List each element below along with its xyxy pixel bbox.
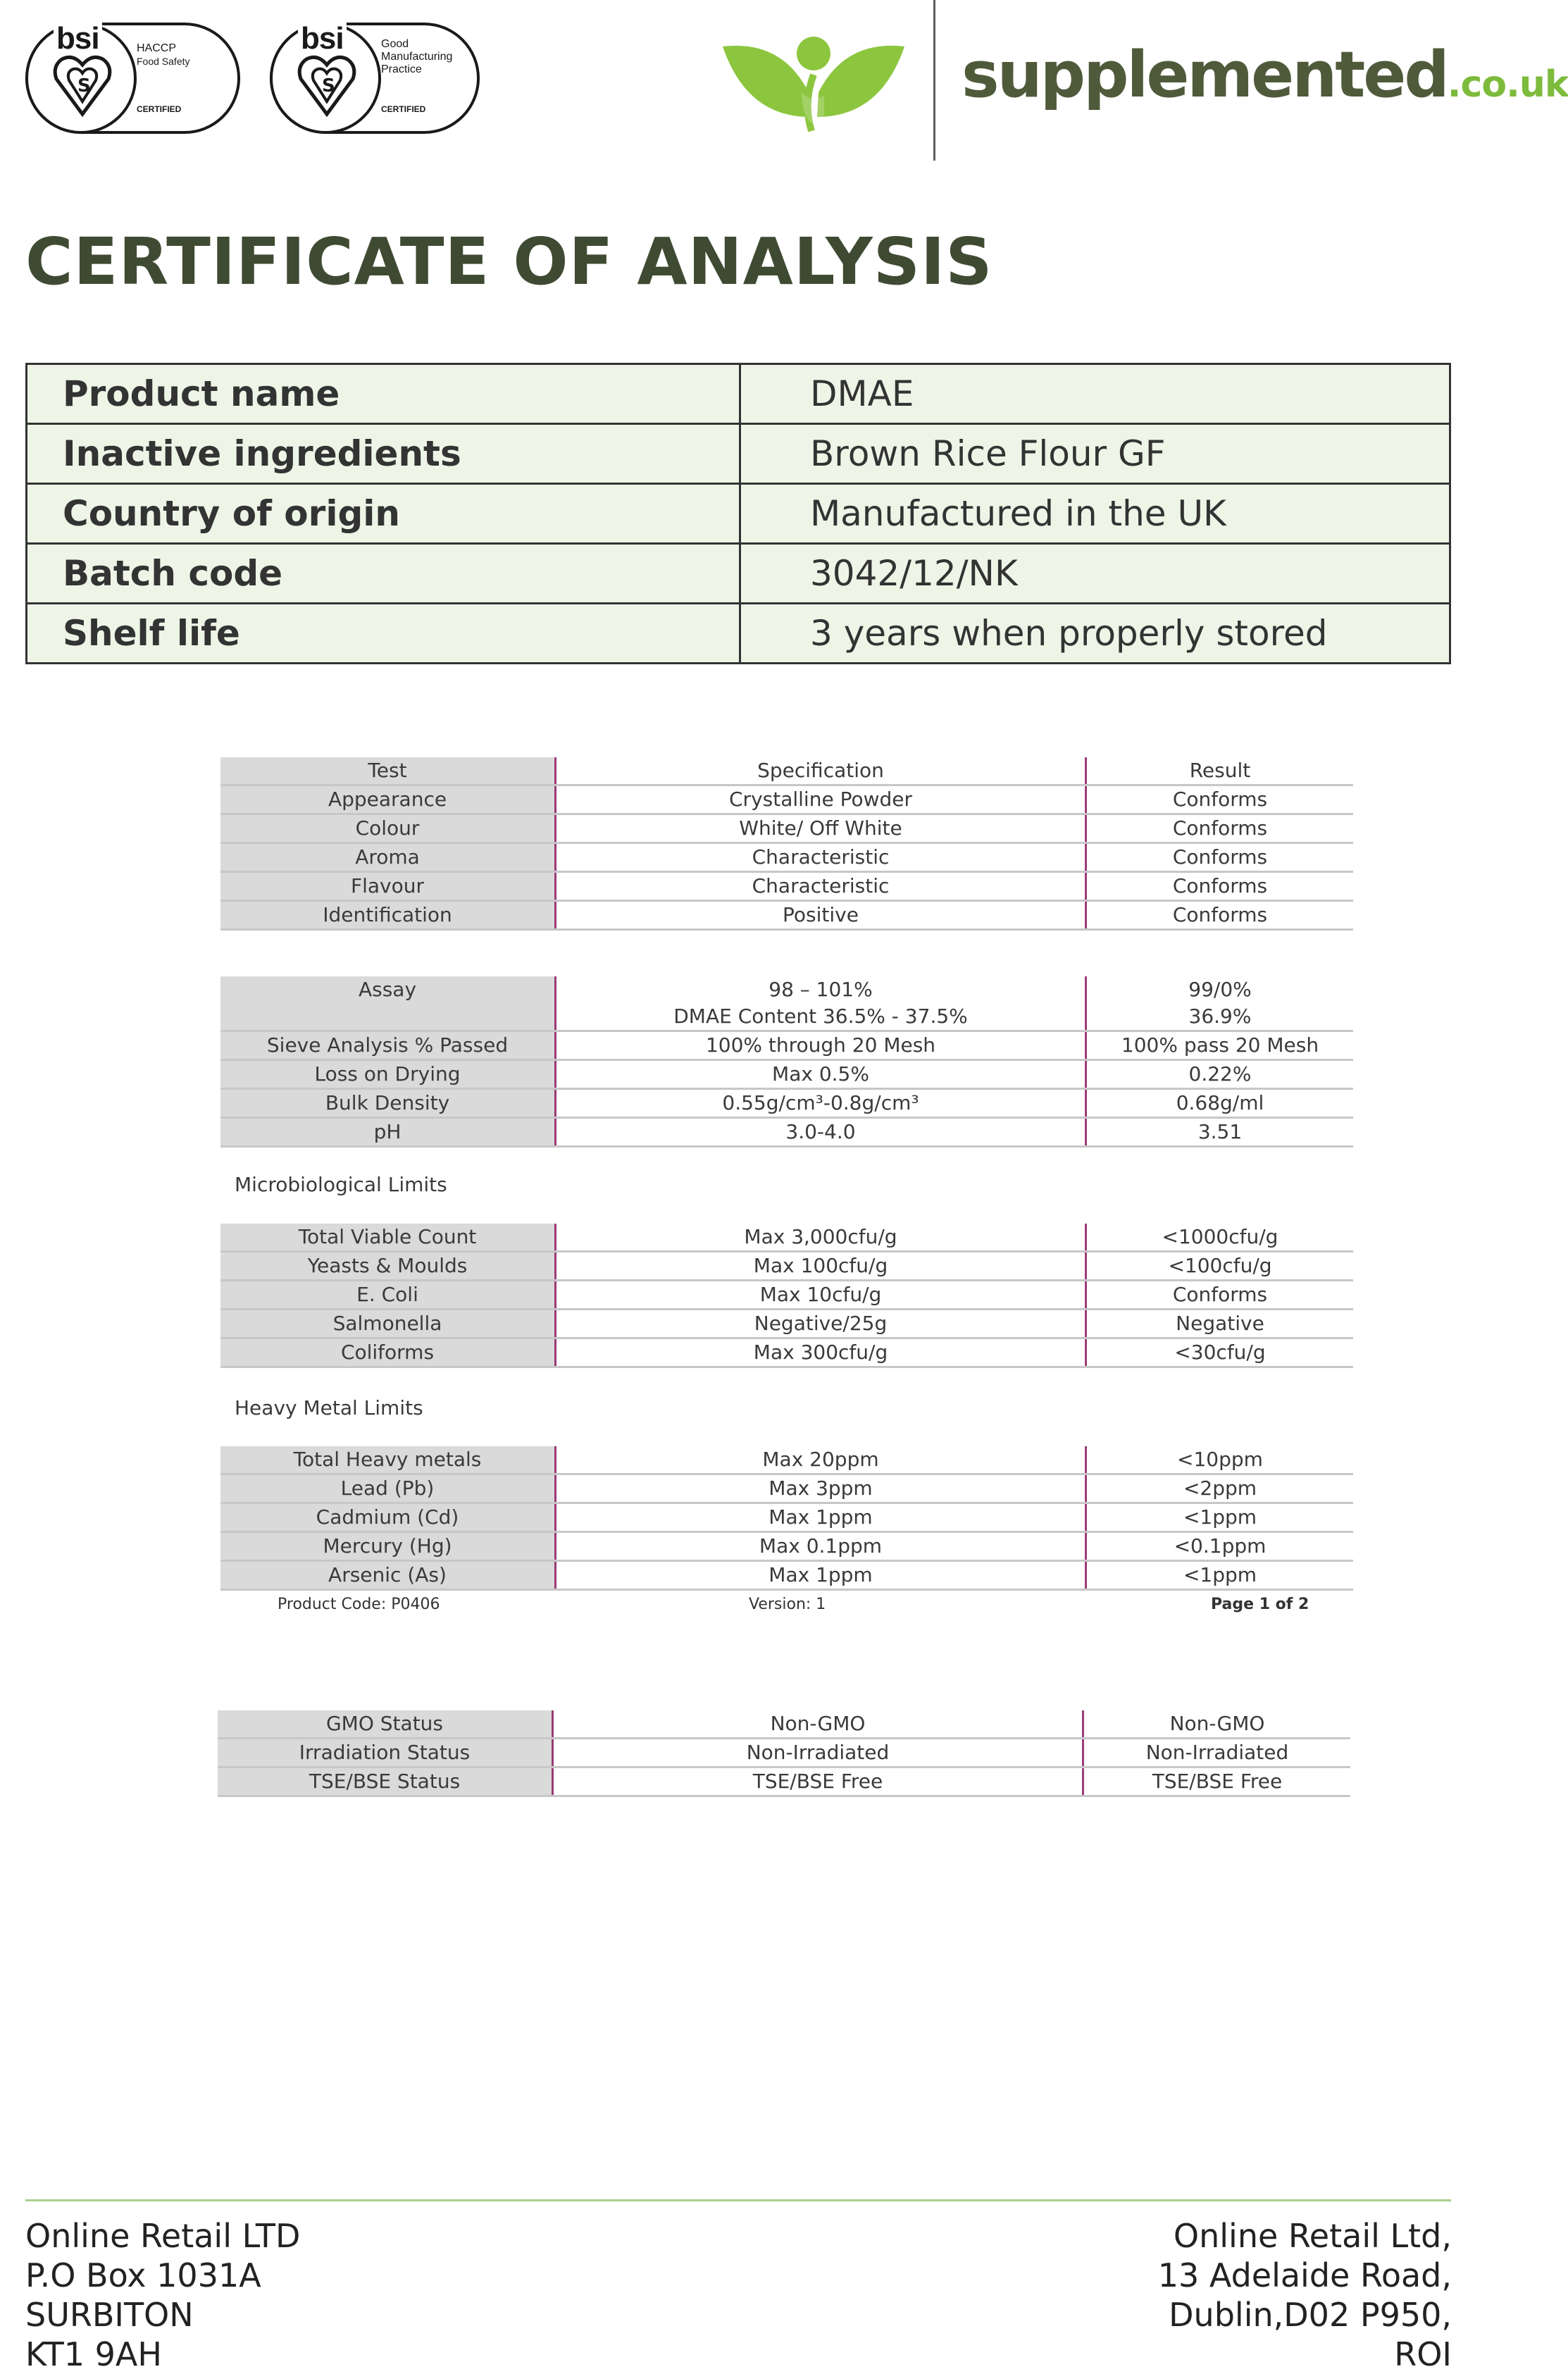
badge-text: Good Manufacturing Practice bbox=[381, 38, 453, 75]
ie-address: Online Retail Ltd, 13 Adelaide Road, Dublin,D02 P950, ROI bbox=[1157, 2217, 1452, 2373]
table-cell: E. Coli bbox=[220, 1281, 556, 1310]
table-row bbox=[220, 1503, 1353, 1532]
table-row bbox=[220, 1446, 1353, 1474]
table-cell: Non-Irradiated bbox=[1083, 1739, 1351, 1767]
table-cell: TSE/BSE Status bbox=[218, 1767, 553, 1796]
table-cell: Max 3ppm bbox=[556, 1474, 1086, 1503]
kitemark-icon bbox=[52, 52, 113, 117]
table-cell: 99/0% 36.9% bbox=[1086, 976, 1354, 1031]
kitemark-icon bbox=[297, 52, 357, 117]
table-cell: 98 – 101% DMAE Content 36.5% - 37.5% bbox=[556, 976, 1086, 1031]
badge-status: CERTIFIED bbox=[381, 104, 426, 114]
table-cell: 0.22% bbox=[1086, 1060, 1354, 1089]
table-cell: Crystalline Powder bbox=[556, 785, 1086, 814]
table-cell: Irradiation Status bbox=[218, 1739, 553, 1767]
table-cell: Positive bbox=[556, 901, 1086, 930]
table-cell: Arsenic (As) bbox=[220, 1561, 556, 1590]
table-cell: TSE/BSE Free bbox=[553, 1767, 1083, 1796]
table-row bbox=[220, 976, 1353, 1031]
table-cell: Total Viable Count bbox=[220, 1224, 556, 1252]
brand-wordmark: supplemented.co.uk bbox=[962, 38, 1568, 112]
table-cell: 3.51 bbox=[1086, 1118, 1354, 1147]
table-cell: Max 0.1ppm bbox=[556, 1532, 1086, 1561]
haccp-badge bbox=[25, 23, 240, 134]
heavy-metal-table bbox=[220, 1446, 1353, 1591]
product-name-value: DMAE bbox=[740, 364, 1450, 424]
table-cell: <0.1ppm bbox=[1086, 1532, 1354, 1561]
table-cell: Bulk Density bbox=[220, 1089, 556, 1118]
gmp-badge bbox=[270, 23, 480, 134]
table-cell: Aroma bbox=[220, 843, 556, 872]
batch-code-value: 3042/12/NK bbox=[740, 544, 1450, 604]
footer-divider bbox=[25, 2199, 1451, 2201]
table-row bbox=[220, 1532, 1353, 1561]
table-cell: Salmonella bbox=[220, 1310, 556, 1338]
table-cell: <2ppm bbox=[1086, 1474, 1354, 1503]
table-cell: <1ppm bbox=[1086, 1561, 1354, 1590]
table-row bbox=[220, 901, 1353, 930]
inactive-ingredients-value: Brown Rice Flour GF bbox=[740, 424, 1450, 484]
table-row bbox=[27, 484, 1450, 544]
table-cell: Lead (Pb) bbox=[220, 1474, 556, 1503]
micro-table bbox=[220, 1224, 1353, 1368]
page-number: Page 1 of 2 bbox=[1211, 1596, 1309, 1613]
table-row bbox=[220, 1310, 1353, 1338]
product-code: Product Code: P0406 bbox=[278, 1596, 440, 1613]
table-cell: 100% pass 20 Mesh bbox=[1086, 1031, 1354, 1060]
svg-text:S: S bbox=[322, 75, 335, 97]
table-cell: 3.0-4.0 bbox=[556, 1118, 1086, 1147]
micro-section-label: Microbiological Limits bbox=[235, 1173, 447, 1196]
table-cell: TSE/BSE Free bbox=[1083, 1767, 1351, 1796]
table-cell: <30cfu/g bbox=[1086, 1338, 1354, 1367]
table-cell: Test bbox=[220, 757, 556, 785]
table-row bbox=[220, 872, 1353, 901]
table-row bbox=[220, 1561, 1353, 1590]
table-cell: Identification bbox=[220, 901, 556, 930]
uk-address: Online Retail LTD P.O Box 1031A SURBITON KT1 9AH bbox=[25, 2217, 301, 2373]
table-cell: Max 0.5% bbox=[556, 1060, 1086, 1089]
table-cell: Result bbox=[1086, 757, 1354, 785]
table-header-row bbox=[220, 757, 1353, 785]
table-row bbox=[220, 843, 1353, 872]
shelf-life-label: Shelf life bbox=[27, 604, 740, 664]
table-row bbox=[27, 364, 1450, 424]
table-cell: Assay bbox=[220, 976, 556, 1031]
table-row bbox=[220, 1031, 1353, 1060]
table-row bbox=[27, 424, 1450, 484]
table-cell: Max 3,000cfu/g bbox=[556, 1224, 1086, 1252]
table-cell: Loss on Drying bbox=[220, 1060, 556, 1089]
table-cell: Max 100cfu/g bbox=[556, 1252, 1086, 1281]
table-cell: <10ppm bbox=[1086, 1446, 1354, 1474]
table-cell: Conforms bbox=[1086, 1281, 1354, 1310]
table-cell: Cadmium (Cd) bbox=[220, 1503, 556, 1532]
table-cell: White/ Off White bbox=[556, 814, 1086, 843]
product-name-label: Product name bbox=[27, 364, 740, 424]
table-cell: Max 300cfu/g bbox=[556, 1338, 1086, 1367]
badge-text: HACCP Food Safety bbox=[137, 42, 190, 67]
table-cell: Max 1ppm bbox=[556, 1503, 1086, 1532]
table-cell: Max 1ppm bbox=[556, 1561, 1086, 1590]
product-info-table bbox=[25, 363, 1451, 664]
table-row bbox=[218, 1710, 1350, 1739]
table-cell: 100% through 20 Mesh bbox=[556, 1031, 1086, 1060]
table-row bbox=[220, 1060, 1353, 1089]
table-cell: GMO Status bbox=[218, 1710, 553, 1739]
inactive-ingredients-label: Inactive ingredients bbox=[27, 424, 740, 484]
table-cell: Negative/25g bbox=[556, 1310, 1086, 1338]
status-table bbox=[218, 1710, 1350, 1797]
table-cell: Conforms bbox=[1086, 872, 1354, 901]
bsi-logo-text: bsi bbox=[298, 21, 347, 56]
table-row bbox=[220, 785, 1353, 814]
shelf-life-value: 3 years when properly stored bbox=[740, 604, 1450, 664]
table-cell: Max 20ppm bbox=[556, 1446, 1086, 1474]
table-cell: <100cfu/g bbox=[1086, 1252, 1354, 1281]
table-cell: <1ppm bbox=[1086, 1503, 1354, 1532]
table-cell: Total Heavy metals bbox=[220, 1446, 556, 1474]
table-row bbox=[220, 1224, 1353, 1252]
table-cell: Flavour bbox=[220, 872, 556, 901]
table-cell: Specification bbox=[556, 757, 1086, 785]
table-row bbox=[220, 1474, 1353, 1503]
table-row bbox=[220, 1252, 1353, 1281]
table-cell: Conforms bbox=[1086, 785, 1354, 814]
table-cell: Conforms bbox=[1086, 814, 1354, 843]
table-cell: Appearance bbox=[220, 785, 556, 814]
page-title: CERTIFICATE OF ANALYSIS bbox=[25, 224, 993, 299]
country-of-origin-value: Manufactured in the UK bbox=[740, 484, 1450, 544]
table-cell: Non-GMO bbox=[1083, 1710, 1351, 1739]
table-cell: Conforms bbox=[1086, 843, 1354, 872]
brand-divider bbox=[933, 0, 935, 161]
physical-tests-table bbox=[220, 757, 1353, 931]
table-row bbox=[220, 814, 1353, 843]
table-row bbox=[27, 604, 1450, 664]
table-row bbox=[220, 1118, 1353, 1147]
table-row bbox=[220, 1338, 1353, 1367]
table-cell: Characteristic bbox=[556, 872, 1086, 901]
table-cell: Yeasts & Moulds bbox=[220, 1252, 556, 1281]
table-cell: Characteristic bbox=[556, 843, 1086, 872]
bsi-logo-text: bsi bbox=[54, 21, 102, 56]
table-cell: 0.68g/ml bbox=[1086, 1089, 1354, 1118]
table-cell: Sieve Analysis % Passed bbox=[220, 1031, 556, 1060]
table-cell: Colour bbox=[220, 814, 556, 843]
table-row bbox=[218, 1767, 1350, 1796]
table-cell: Mercury (Hg) bbox=[220, 1532, 556, 1561]
table-cell: <1000cfu/g bbox=[1086, 1224, 1354, 1252]
table-cell: Coliforms bbox=[220, 1338, 556, 1367]
leaf-logo-icon bbox=[718, 25, 909, 138]
table-row bbox=[27, 544, 1450, 604]
badge-status: CERTIFIED bbox=[137, 104, 182, 114]
table-cell: Negative bbox=[1086, 1310, 1354, 1338]
batch-code-label: Batch code bbox=[27, 544, 740, 604]
table-cell: pH bbox=[220, 1118, 556, 1147]
table-cell: Max 10cfu/g bbox=[556, 1281, 1086, 1310]
table-row bbox=[220, 1089, 1353, 1118]
table-cell: 0.55g/cm³-0.8g/cm³ bbox=[556, 1089, 1086, 1118]
version: Version: 1 bbox=[749, 1596, 826, 1613]
table-row bbox=[220, 1281, 1353, 1310]
country-of-origin-label: Country of origin bbox=[27, 484, 740, 544]
assay-table bbox=[220, 976, 1353, 1148]
table-cell: Non-GMO bbox=[553, 1710, 1083, 1739]
table-row bbox=[218, 1739, 1350, 1767]
table-cell: Non-Irradiated bbox=[553, 1739, 1083, 1767]
svg-text:S: S bbox=[77, 75, 91, 97]
table-cell: Conforms bbox=[1086, 901, 1354, 930]
heavy-metal-section-label: Heavy Metal Limits bbox=[235, 1396, 423, 1419]
